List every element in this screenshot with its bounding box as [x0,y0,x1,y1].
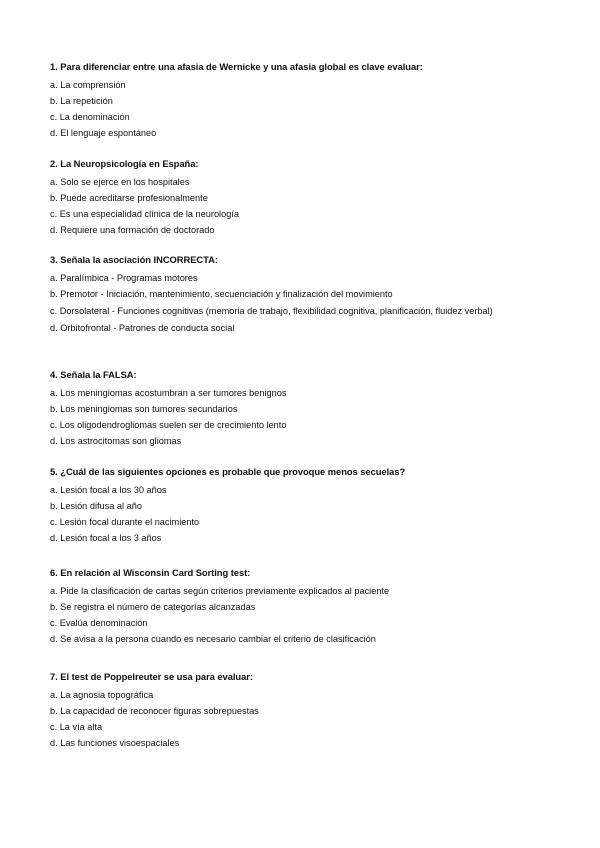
option-c: c. Es una especialidad clínica de la neurología [50,209,239,219]
option-c: c. La vía alta [50,722,103,732]
option-d: d. Requiere una formación de doctorado [50,225,215,235]
options-list [50,690,520,749]
options-list [50,80,520,139]
question-4 [50,369,520,452]
question-2 [50,158,520,241]
question-6 [50,567,520,650]
option-b: b. Lesión difusa al año [50,501,142,511]
option-b: b. Puede acreditarse profesionalmente [50,193,208,203]
option-a: a. La comprensión [50,80,126,90]
question-title: 5. ¿Cuál de las siguientes opciones es probable que provoque menos secuelas? [50,466,406,477]
option-d: d. Los astrocitomas son gliomas [50,436,182,446]
option-c: c. Lesión focal durante el nacimiento [50,517,200,527]
question-5 [50,466,520,549]
options-list [50,388,520,447]
option-d: d. Se avisa a la persona cuando es necesario cambiar el criterio de clasificación [50,634,376,644]
option-c: c. La denominación [50,112,130,122]
option-d: d. Las funciones visoespaciales [50,738,180,748]
option-b: b. La capacidad de reconocer figuras sobrepuestas [50,706,259,716]
question-1 [50,61,520,144]
option-a: a. Pide la clasificación de cartas según criterios previamente explicados al paciente [50,586,390,596]
option-b: b. Se registra el número de categorías alcanzadas [50,602,256,612]
options-list [50,586,520,645]
question-3 [50,254,520,339]
option-a: a. Paralímbica - Programas motores [50,273,198,283]
option-c: c. Los oligodendrogliomas suelen ser de crecimiento lento [50,420,287,430]
option-d: d. Orbitofrontal - Patrones de conducta social [50,323,235,333]
options-list [50,177,520,236]
option-a: a. Los meningiomas acostumbran a ser tumores benignos [50,388,287,398]
option-b: b. Premotor - Iniciación, mantenimiento, secuenciación y finalización del movimiento [50,289,393,299]
option-a: a. La agnosia topográfica [50,690,154,700]
question-title: 1. Para diferenciar entre una afasia de Wernicke y una afasia global es clave evaluar: [50,61,423,72]
question-title: 4. Señala la FALSA: [50,369,137,380]
option-b: b. Los meningiomas son tumores secundarios [50,404,238,414]
option-c: c. Evalúa denominación [50,618,148,628]
question-title: 6. En relación al Wisconsin Card Sorting test: [50,567,251,578]
option-a: a. Lesión focal a los 30 años [50,485,167,495]
option-d: d. Lesión focal a los 3 años [50,533,162,543]
option-a: a. Solo se ejerce en los hospitales [50,177,190,187]
option-d: d. El lenguaje espontáneo [50,128,157,138]
question-title: 2. La Neuropsicología en España: [50,158,199,169]
question-title: 3. Señala la asociación INCORRECTA: [50,254,218,265]
option-c: c. Dorsolateral - Funciones cognitivas (memoria de trabajo, flexibilidad cognitiva, planificación, fluidez verbal) [50,306,493,316]
question-title: 7. El test de Poppelreuter se usa para evaluar: [50,671,253,682]
options-list [50,273,520,334]
question-7 [50,671,520,754]
option-b: b. La repetición [50,96,113,106]
options-list [50,485,520,544]
